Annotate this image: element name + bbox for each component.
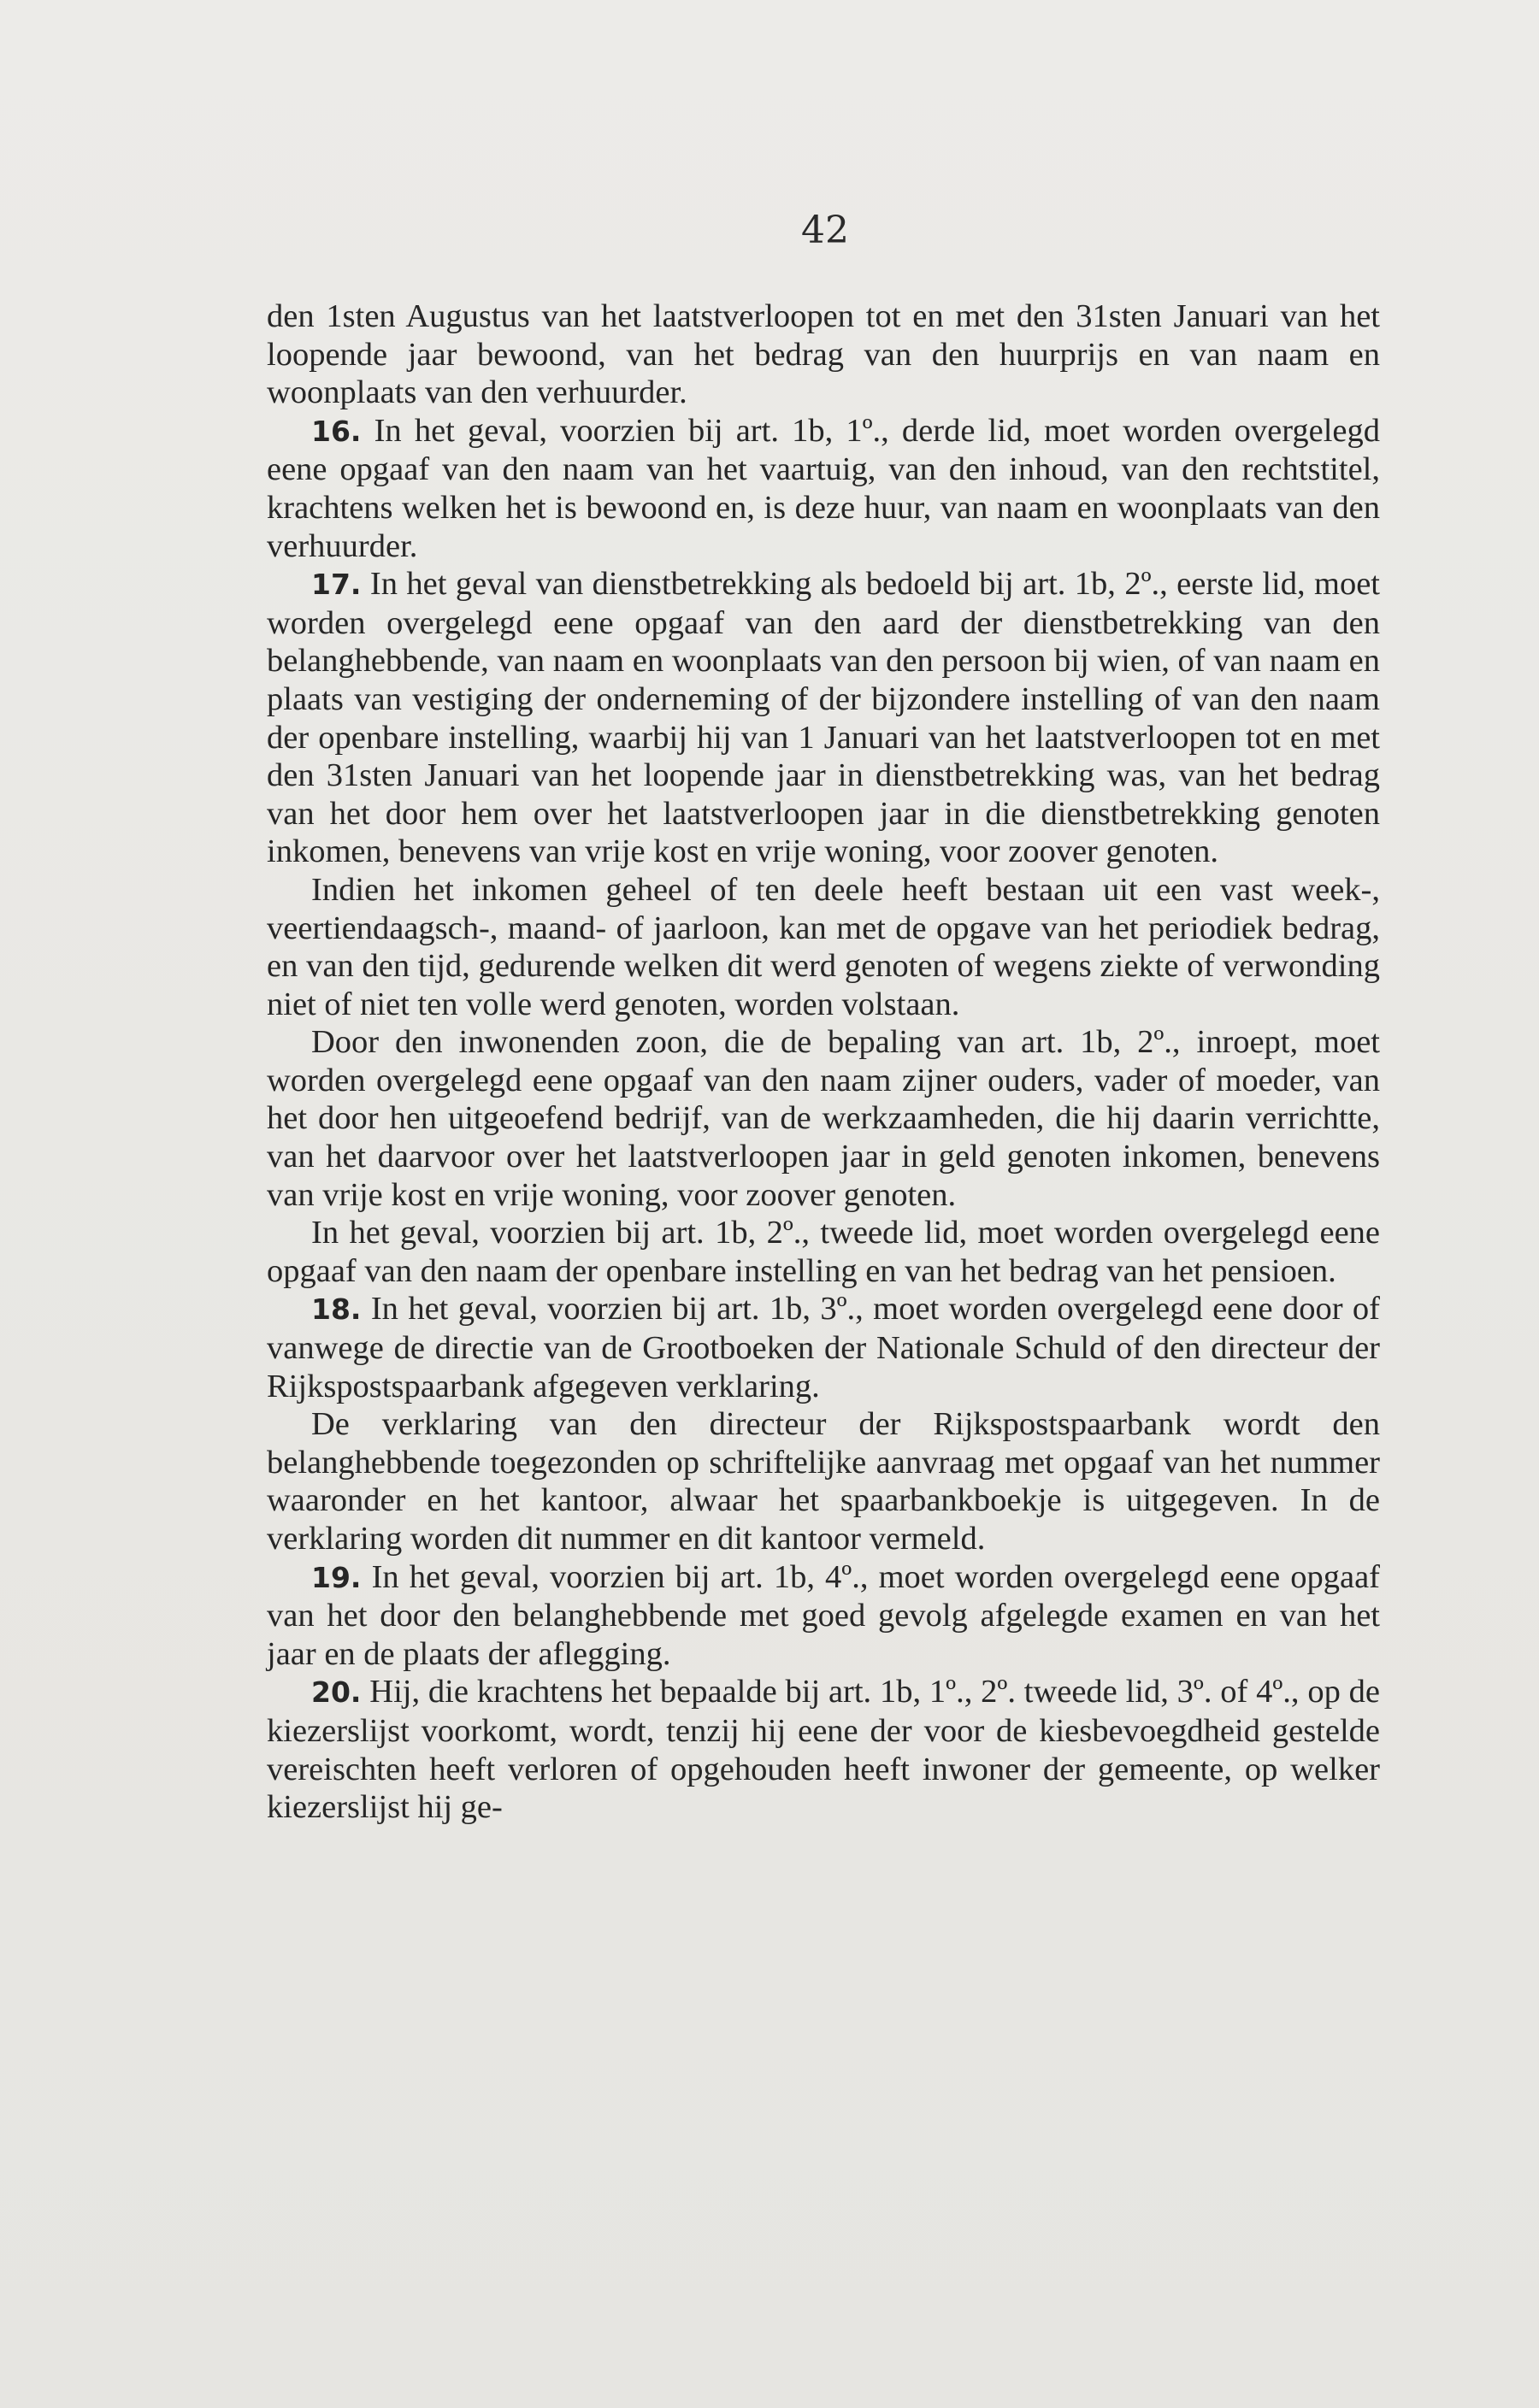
article-number: 19. [311, 1560, 362, 1594]
paragraph [267, 1405, 1380, 1557]
paragraph-text: Door den inwonenden zoon, die de bepaling van art. 1b, 2º., inroept, moet worden overgelegd eene opgaaf van den naam zijner ouders, vader of moeder, van het door hen uitgeoefend bedrijf, van de werkzaamheden, die hij daarin verrichtte, van het daarvoor over het laatstverloopen jaar in geld genoten inkomen, benevens van vrije kost en vrije woning, voor zoover genoten. [267, 1024, 1380, 1213]
article-20 [267, 1673, 1380, 1826]
article-17 [267, 565, 1380, 871]
paragraph [267, 1214, 1380, 1290]
article-number: 20. [311, 1675, 362, 1710]
paragraph-continuation [267, 297, 1380, 412]
article-16 [267, 412, 1380, 565]
article-number: 18. [311, 1292, 362, 1327]
article-18 [267, 1290, 1380, 1405]
article-19 [267, 1558, 1380, 1674]
paragraph-text: den 1sten Augustus van het laatstverloopen tot en met den 31sten Januari van het loopende jaar bewoond, van het bedrag van den huurprijs en van naam en woonplaats van den verhuurder. [267, 298, 1380, 411]
paragraph [267, 1023, 1380, 1214]
paragraph-text: In het geval, voorzien bij art. 1b, 3º., moet worden overgelegd eene door of vanwege de directie van de Grootboeken der Nationale Schuld of den directeur der Rijkspostspaarbank afgegeven verklaring. [267, 1291, 1381, 1404]
paragraph-text: Hij, die krachtens het bepaalde bij art. 1b, 1º., 2º. tweede lid, 3º. of 4º., op de kiezerslijst voorkomt, wordt, tenzij hij eene der voor de kiesbevoegdheid gestelde vereischten heeft verloren of opgehouden heeft inwoner der gemeente, op welker kiezerslijst hij ge- [267, 1674, 1380, 1826]
paragraph [267, 871, 1380, 1023]
body-text [267, 297, 1380, 1827]
page-number: 42 [801, 209, 849, 252]
paragraph-text: Indien het inkomen geheel of ten deele heeft bestaan uit een vast week-, veertiendaagsch-, maand- of jaarloon, kan met de opgave van het periodiek bedrag, en van den tijd, gedurende welken dit werd genoten of wegens ziekte of verwonding niet of niet ten volle werd genoten, worden volstaan. [267, 871, 1380, 1022]
paragraph-text: De verklaring van den directeur der Rijkspostspaarbank wordt den belanghebbende toegezonden op schriftelijke aanvraag met opgaaf van het nummer waaronder en het kantoor, alwaar het spaarbankboekje is uitgegeven. In de verklaring worden dit nummer en dit kantoor vermeld. [267, 1406, 1380, 1557]
paragraph-text: In het geval van dienstbetrekking als bedoeld bij art. 1b, 2º., eerste lid, moet worden overgelegd eene opgaaf van den aard der dienstbetrekking van den belanghebbende, van naam en woonplaats van den persoon bij wien, of van naam en plaats van vestiging der onderneming of der bijzondere instelling of van den naam der openbare instelling, waarbij hij van 1 Januari van het laatstverloopen tot en met den 31sten Januari van het loopende jaar in dienstbetrekking was, van het bedrag van het door hem over het laatstverloopen jaar in die dienstbetrekking genoten inkomen, benevens van vrije kost en vrije woning, voor zoover genoten. [267, 566, 1381, 870]
paragraph-text: In het geval, voorzien bij art. 1b, 2º., tweede lid, moet worden overgelegd eene opgaaf van den naam der openbare instelling en van het bedrag van het pensioen. [267, 1215, 1380, 1289]
article-number: 17. [311, 568, 362, 602]
paragraph-text: In het geval, voorzien bij art. 1b, 1º., derde lid, moet worden overgelegd eene opgaaf van den naam van het vaartuig, van den inhoud, van den rechtstitel, krachtens welken het is bewoond en, is deze huur, van naam en woonplaats van den verhuurder. [267, 412, 1381, 564]
article-number: 16. [311, 414, 362, 448]
paragraph-text: In het geval, voorzien bij art. 1b, 4º., moet worden overgelegd eene opgaaf van het door den belanghebbende met goed gevolg afgelegde examen en van het jaar en de plaats der aflegging. [267, 1558, 1381, 1672]
